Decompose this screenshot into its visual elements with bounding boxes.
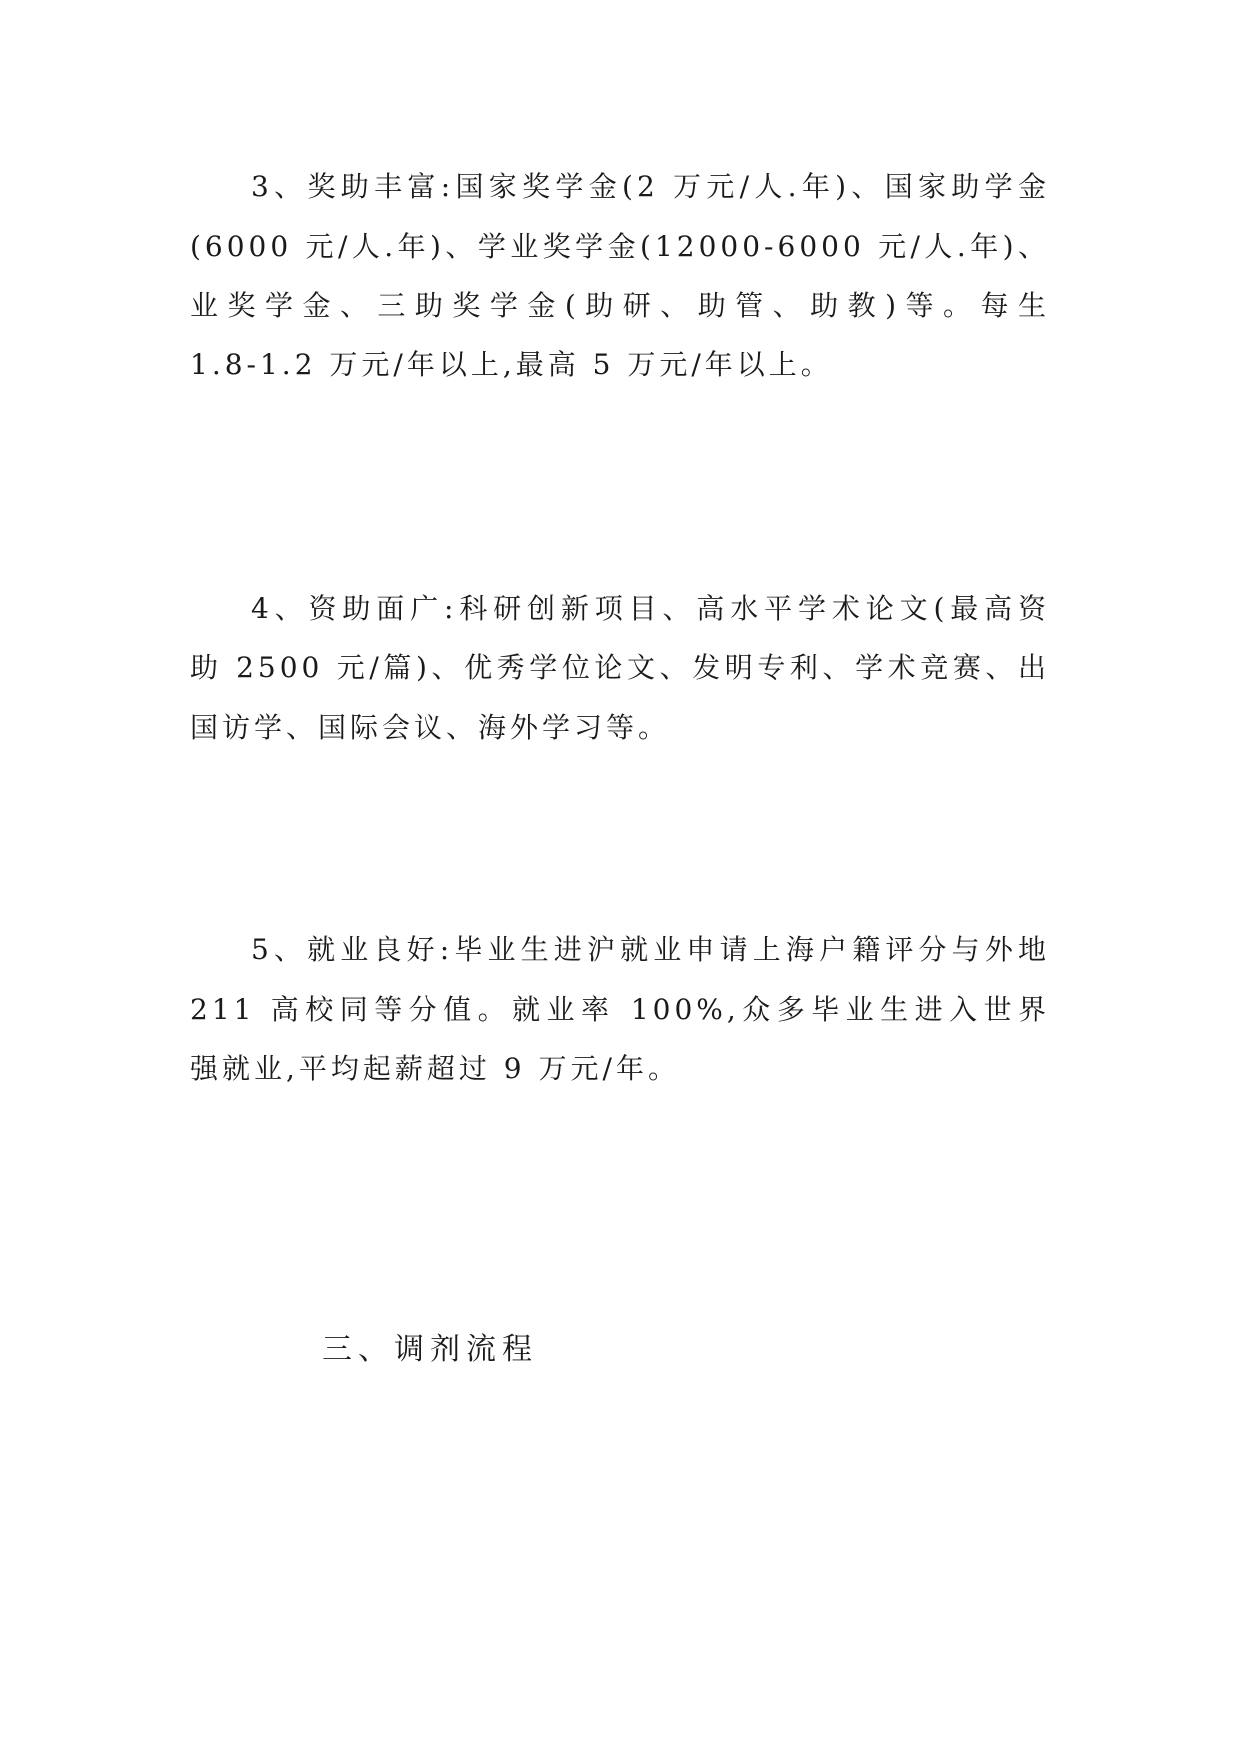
- section-heading: 三、调剂流程: [322, 1332, 538, 1367]
- paragraph-line: 4、资助面广:科研创新项目、高水平学术论文(最高资: [251, 592, 1050, 625]
- paragraph-line: 1.8-1.2 万元/年以上,最高 5 万元/年以上。: [190, 348, 833, 381]
- paragraph-line: 国访学、国际会议、海外学习等。: [190, 711, 671, 744]
- paragraph-line: 助 2500 元/篇)、优秀学位论文、发明专利、学术竞赛、出: [190, 651, 1050, 684]
- paragraph-line: 3、奖助丰富:国家奖学金(2 万元/人.年)、国家助学金: [251, 170, 1050, 203]
- paragraph-line: (6000 元/人.年)、学业奖学金(12000-6000 元/人.年)、: [190, 230, 1050, 263]
- paragraph-line: 211 高校同等分值。就业率 100%,众多毕业生进入世界: [190, 993, 1050, 1026]
- paragraph-line: 强就业,平均起薪超过 9 万元/年。: [190, 1052, 680, 1085]
- paragraph-line: 5、就业良好:毕业生进沪就业申请上海户籍评分与外地: [251, 933, 1050, 966]
- paragraph-line: 业奖学金、三助奖学金(助研、助管、助教)等。每生: [190, 289, 1050, 322]
